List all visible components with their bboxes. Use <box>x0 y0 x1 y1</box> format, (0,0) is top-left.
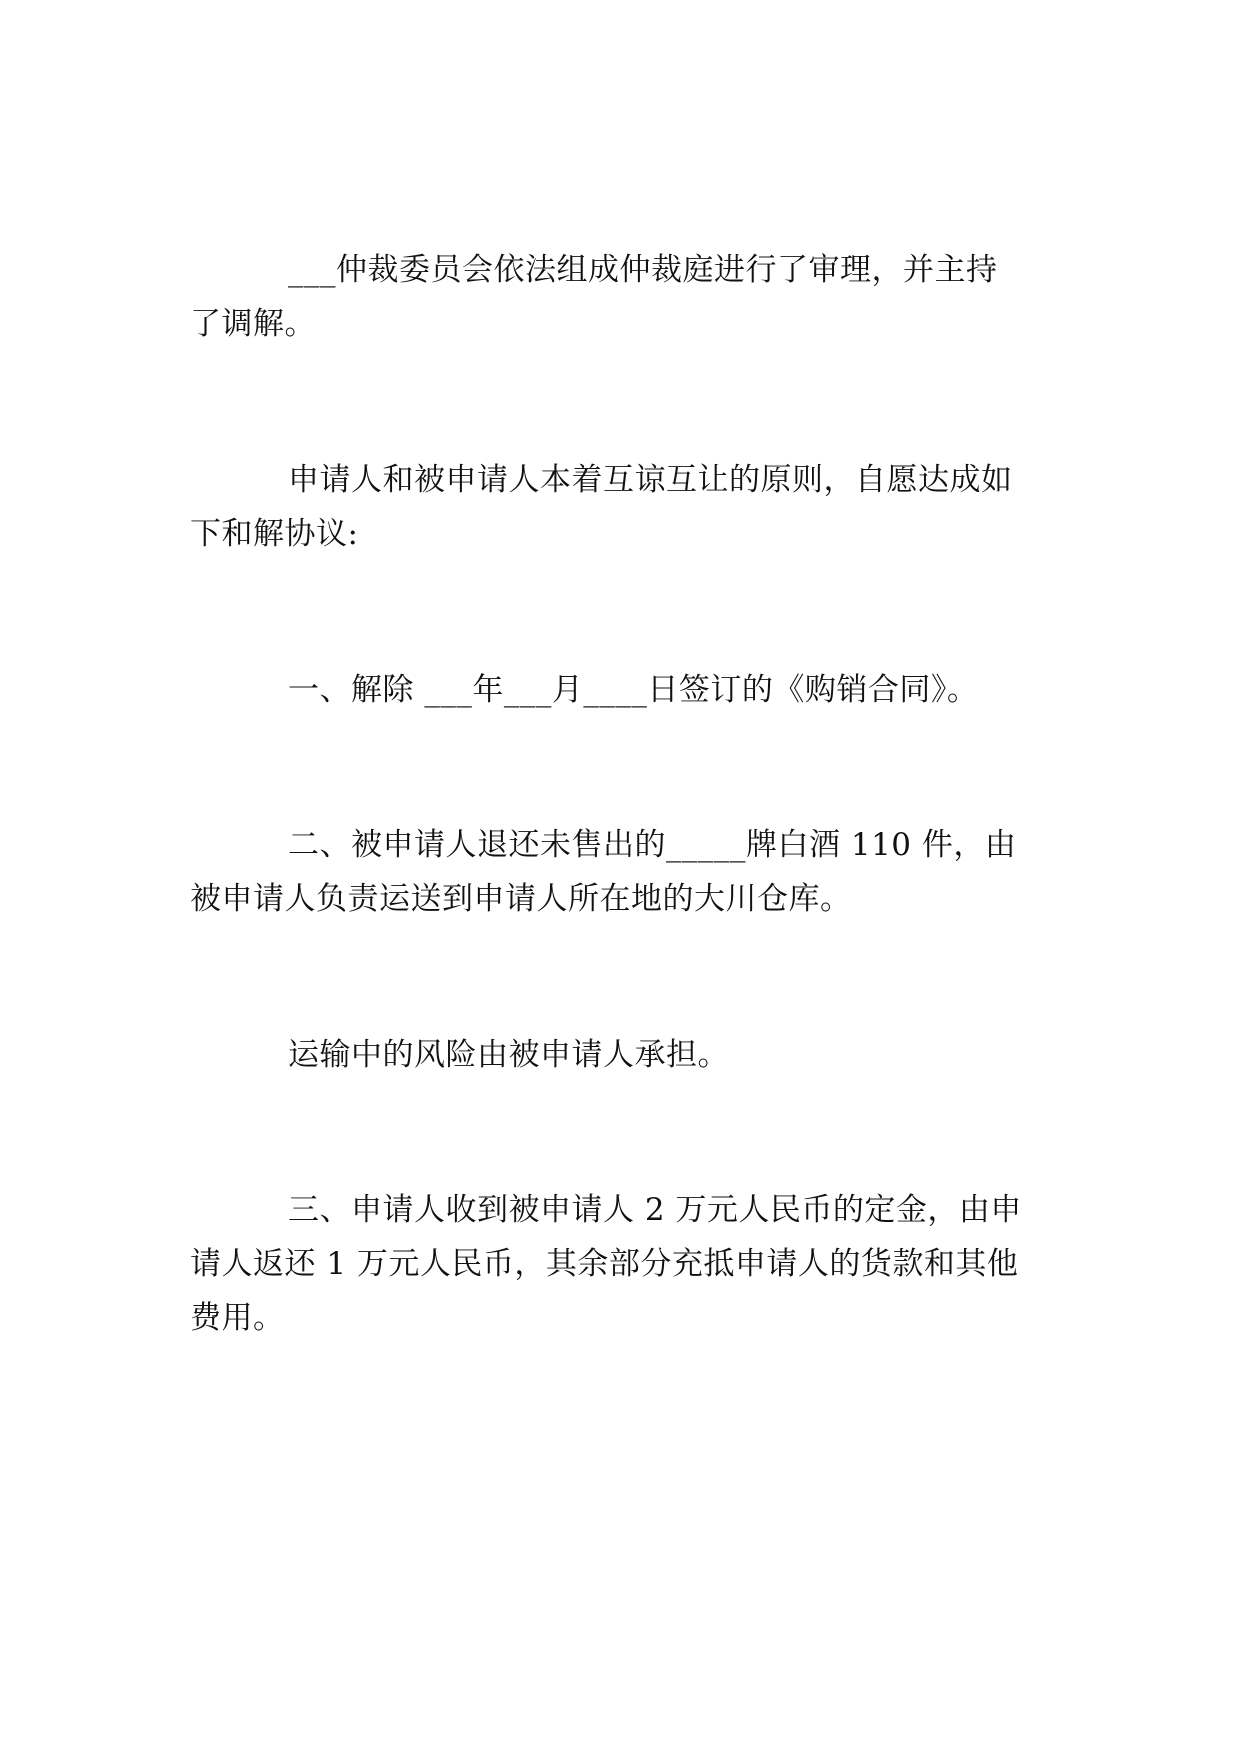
paragraph-clause-three <box>190 1183 1060 1345</box>
paragraph-line: 费用。 <box>190 1300 285 1336</box>
paragraph-settlement-intro <box>190 453 1060 561</box>
paragraph-line: 运输中的风险由被申请人承担。 <box>288 1037 729 1073</box>
paragraph-transport-risk <box>190 1028 1060 1082</box>
paragraph-line: ___仲裁委员会依法组成仲裁庭进行了审理，并主持 <box>288 252 998 288</box>
paragraph-line: 二、被申请人退还未售出的_____牌白酒 110 件，由 <box>288 827 1017 863</box>
paragraph-line: 申请人和被申请人本着互谅互让的原则，自愿达成如 <box>288 462 1013 498</box>
paragraph-line: 被申请人负责运送到申请人所在地的大川仓库。 <box>190 881 852 917</box>
paragraph-clause-one <box>190 663 1060 717</box>
paragraph-line: 请人返还 1 万元人民币，其余部分充抵申请人的货款和其他 <box>190 1246 1019 1282</box>
paragraph-line: 下和解协议: <box>190 516 359 552</box>
paragraph-line: 一、解除 ___年___月____日签订的《购销合同》。 <box>288 672 979 708</box>
paragraph-line: 三、申请人收到被申请人 2 万元人民币的定金，由申 <box>288 1192 1022 1228</box>
paragraph-line: 了调解。 <box>190 306 316 342</box>
paragraph-arbitration-tribunal <box>190 243 1060 351</box>
paragraph-clause-two <box>190 818 1060 926</box>
